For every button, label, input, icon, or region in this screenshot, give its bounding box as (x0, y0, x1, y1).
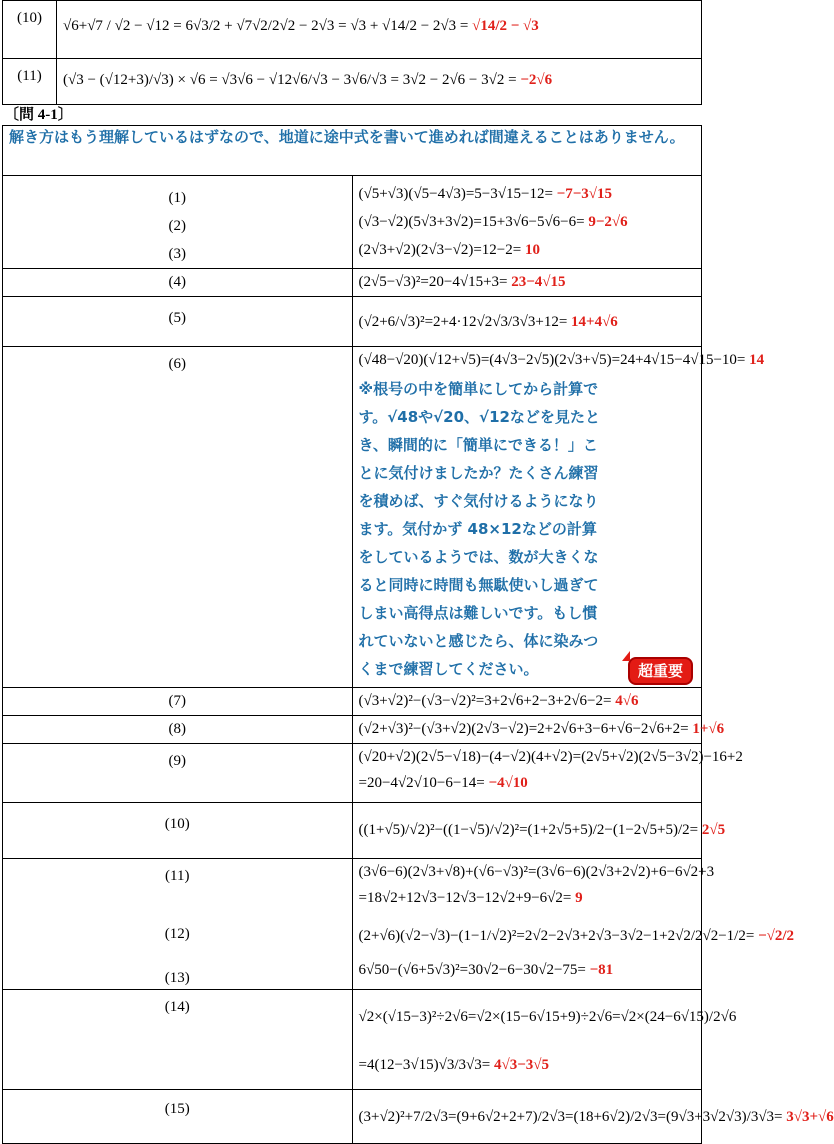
expression-continued: =18√2+12√3−12√3−12√2+9−6√2= (358, 890, 572, 906)
top-table (2, 0, 702, 105)
row-number: (4) (3, 269, 353, 297)
row-number: (7) (3, 688, 353, 716)
row-number: (3) (168, 246, 186, 262)
expression: (2√5−√3)²=20−4√15+3= (358, 274, 508, 290)
problem-row (3, 1090, 702, 1144)
row-number: (1) (168, 190, 186, 206)
row-number: (6) (3, 347, 353, 688)
expression: (√48−√20)(√12+√5)=(4√3−2√5)(2√3+√5)=24+4√15−4√15−10= (358, 352, 746, 368)
answer: 10 (524, 242, 540, 258)
expression-continued: =20−4√2√10−6−14= (358, 775, 485, 791)
answer: −4√10 (488, 775, 528, 791)
problem-row (3, 716, 702, 744)
row-number: (11) (165, 868, 190, 884)
row-number: (9) (3, 744, 353, 803)
expression: ((1+√5)/√2)²−((1−√5)/√2)²=(1+2√5+5)/2−(1−2√5+5)/2= (358, 822, 699, 838)
answer: √14/2 − √3 (472, 18, 539, 34)
top-row-11 (3, 59, 702, 105)
row-number: (14) (3, 990, 353, 1090)
row-number: (2) (168, 218, 186, 234)
answer: −√2/2 (758, 928, 795, 944)
answer: 3√3+√6 (786, 1109, 834, 1125)
answer: 23−4√15 (511, 274, 566, 290)
answer: −2√6 (520, 72, 553, 88)
hint-row (3, 126, 702, 176)
expression: (3+√2)²+7/2√3=(9+6√2+2+7)/2√3=(18+6√2)/2√3=(9√3+3√2√3)/3√3= (358, 1109, 783, 1125)
expression: (√2+6/√3)²=2+4·12√2√3/3√3+12= (358, 314, 568, 330)
note-text: ※根号の中を簡単にしてから計算です。√48や√20、√12などを見たとき、瞬間的に「簡単にできる！」ことに気付けましたか？たくさん練習を積めば、すぐ気付けるようになります。気付かず 48×12などの計算をしているようでは、数が大きくなると同時に時間も無駄使いし過ぎてしまい高得点は難しいです。もし慣れていないと感じたら、体に染みつくまで練習してください。 (358, 380, 600, 678)
problem-row (3, 176, 702, 269)
answer: 9 (575, 890, 583, 906)
section-title: 〔問 4-1〕 (4, 107, 73, 123)
hint-text: 解き方はもう理解しているはずなので、地道に途中式を書いて進めれば間違えることはありません。 (3, 126, 702, 176)
row-number: (12) (164, 926, 190, 942)
answer: 2√5 (701, 822, 726, 838)
expression: (√3+√2)²−(√3−√2)²=3+2√6+2−3+2√6−2= (358, 693, 612, 709)
problem-row (3, 990, 702, 1090)
problem-row (3, 688, 702, 716)
expression: (√3−√2)(5√3+3√2)=15+3√6−5√6−6= (358, 214, 585, 230)
row-number: (10) (3, 1, 57, 59)
answer: 4√3−3√5 (493, 1057, 549, 1073)
expression: (2√3+√2)(2√3−√2)=12−2= (358, 242, 522, 258)
expression: √6+√7 / √2 − √12 = 6√3/2 + √7√2/2√2 − 2√3 = √3 + √14/2 − 2√3 = (63, 18, 469, 34)
problem-row (3, 347, 702, 688)
top-row-10 (3, 1, 702, 59)
answer: −7−3√15 (556, 186, 612, 202)
row-number: (8) (3, 716, 353, 744)
expression: (√5+√3)(√5−4√3)=5−3√15−12= (358, 186, 553, 202)
problem-row (3, 803, 702, 859)
row-number: (11) (3, 59, 57, 105)
problem-row (3, 269, 702, 297)
problem-row (3, 297, 702, 347)
answer: 1+√6 (692, 721, 725, 737)
expression: (√3 − (√12+3)/√3) × √6 = √3√6 − √12√6/√3 − 3√6/√3 = 3√2 − 2√6 − 3√2 = (63, 72, 517, 88)
problem-row (3, 744, 702, 803)
expression: (3√6−6)(2√3+√8)+(√6−√3)²=(3√6−6)(2√3+2√2)+6−6√2+3 (358, 864, 715, 880)
row-number: (13) (164, 970, 190, 986)
row-number: (15) (3, 1090, 353, 1144)
row-number: (10) (3, 803, 353, 859)
expression: (√20+√2)(2√5−√18)−(4−√2)(4+√2)=(2√5+√2)(2√5−3√2)−16+2 (358, 749, 743, 765)
answer: 14+4√6 (571, 314, 618, 330)
expression: √2×(√15−3)²÷2√6=√2×(15−6√15+9)÷2√6=√2×(24−6√15)/2√6 (358, 1009, 737, 1025)
answer: −81 (589, 962, 614, 978)
problem-row (3, 859, 702, 990)
expression-continued: =4(12−3√15)√3/3√3= (358, 1057, 491, 1073)
row-number: (5) (3, 297, 353, 347)
expression: (√2+√3)²−(√3+√2)(2√3−√2)=2+2√6+3−6+√6−2√6+2= (358, 721, 689, 737)
expression: (2+√6)(√2−√3)−(1−1/√2)²=2√2−2√3+2√3−3√2−1+2√2/2√2−1/2= (358, 928, 755, 944)
important-badge: 超重要 (628, 657, 693, 685)
answer: 4√6 (615, 693, 639, 709)
problem-table (2, 125, 834, 1144)
answer: 9−2√6 (588, 214, 628, 230)
expression: 6√50−(√6+5√3)²=30√2−6−30√2−75= (358, 962, 586, 978)
answer: 14 (749, 352, 765, 368)
